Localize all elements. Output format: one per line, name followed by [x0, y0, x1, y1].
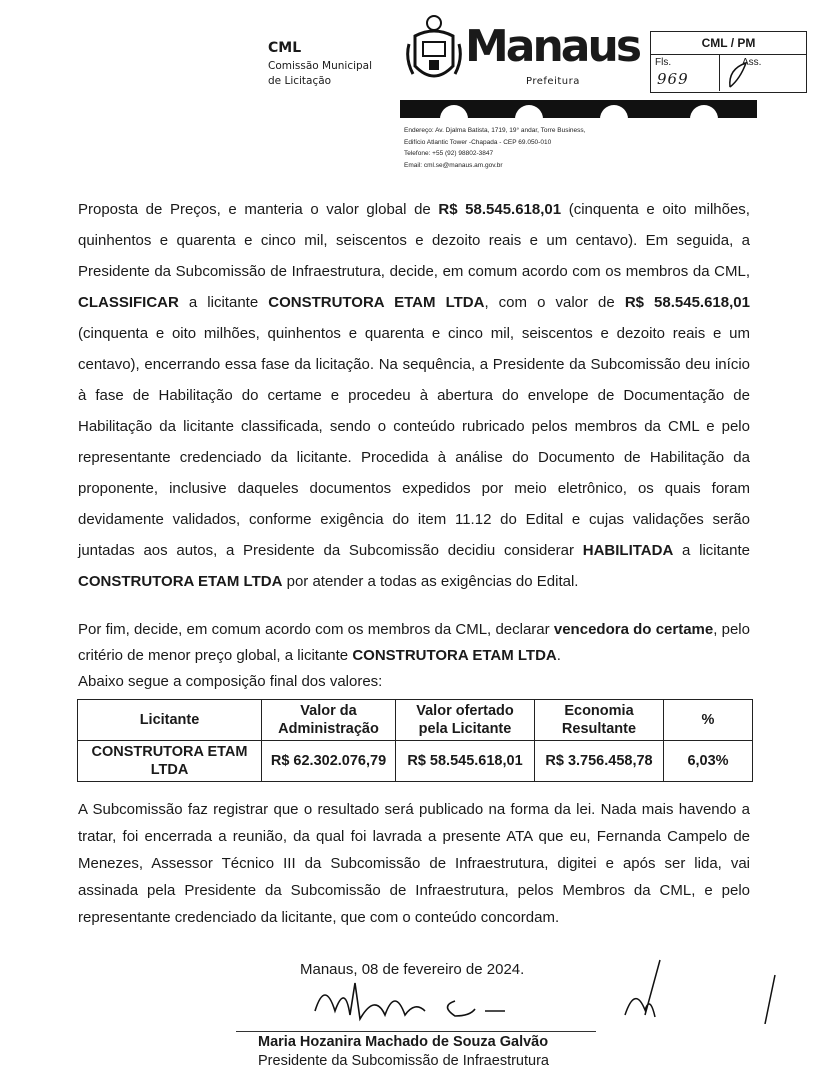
signature-icon: [305, 975, 515, 1029]
org-line1: Comissão Municipal: [268, 60, 373, 72]
logo-subtitle: Prefeitura: [526, 76, 580, 87]
text: .: [556, 647, 561, 664]
cell: R$ 3.756.458,78: [535, 741, 664, 782]
fls-label: Fls.: [655, 57, 672, 68]
text: a licitante: [178, 294, 269, 311]
org-line2: de Licitação: [268, 75, 332, 87]
amount: R$ 58.545.618,01: [624, 294, 750, 311]
emphasis: CLASSIFICAR: [78, 294, 179, 311]
date-line: Manaus, 08 de fevereiro de 2024.: [300, 961, 525, 978]
address-block: [404, 125, 585, 171]
text: por atender a todas as exigências do Edital.: [282, 573, 579, 590]
emphasis: HABILITADA: [582, 542, 674, 559]
page-stamp: [650, 31, 807, 93]
decorative-band: [400, 100, 757, 118]
signer-name: Maria Hozanira Machado de Souza Galvão: [258, 1034, 549, 1050]
paragraph-classification: [78, 194, 750, 597]
values-table: [77, 699, 753, 782]
column-header: Valor ofertado pela Licitante: [396, 700, 535, 741]
text: a licitante: [673, 542, 750, 559]
email-line: Email: cml.se@manaus.am.gov.br: [404, 161, 503, 169]
company-name: CONSTRUTORA ETAM LTDA: [268, 294, 485, 311]
signature-line: [236, 1031, 596, 1032]
manaus-logo: Manaus: [465, 21, 640, 72]
text: (cinquenta e oito milhões, quinhentos e quarenta e cinco mil, seiscentos e dezoito reais e um centavo). Em seguida, a Presidente da Subcomissão de Infraestrutura, decide, em comum acordo com os membros da CML,: [78, 201, 750, 280]
text: (cinquenta e oito milhões, quinhentos e quarenta e cinco mil, seiscentos e dezoito reais e um centavo), encerrando essa fase da licitação. Na sequência, a Presidente da Subcomissão deu início à fase de Habilitação do certame e procedeu à abertura do envelope de Documentação de Habilitação da licitante classificada, sendo o conteúdo rubricado pelos membros da CML e pelo representante credenciado da licitante. Procedida à análise do Documento de Habilitação da proponente, inclusive daqueles documentos expedidos por meio eletrônico, os quais foram devidamente validados, conforme exigência do item 11.12 do Edital e cujas validações serão juntadas aos autos, a Presidente da Subcomissão decidiu considerar: [78, 325, 750, 559]
paragraph-closing: A Subcomissão faz registrar que o resultado será publicado na forma da lei. Nada mais havendo a tratar, foi encerrada a reunião, da qual foi lavrada a presente ATA que eu, Fernanda Campelo de Menezes, Assessor Técnico III da Subcomissão de Infraestrutura, digitei e após ser lida, vai assinada pela Presidente da Subcomissão de Infraestrutura, pelos Membros da CML, e pelo representante credenciado da licitante, que com o conteúdo concordam.: [78, 801, 750, 926]
cell: R$ 58.545.618,01: [396, 741, 535, 782]
fls-value: 969: [657, 70, 689, 88]
emphasis: vencedora do certame: [553, 621, 714, 638]
column-header: Economia Resultante: [535, 700, 664, 741]
paragraph-winner: [78, 617, 750, 695]
ass-label: Ass.: [742, 57, 762, 68]
initials-mark-icon: [726, 59, 756, 89]
cell: R$ 62.302.076,79: [262, 741, 396, 782]
company-name: CONSTRUTORA ETAM LTDA: [78, 573, 283, 590]
table-header-row: [78, 700, 753, 741]
cell: CONSTRUTORA ETAM LTDA: [78, 741, 262, 782]
column-header: Licitante: [78, 700, 262, 741]
coat-of-arms-icon: [405, 14, 463, 90]
stamp-title: CML / PM: [651, 32, 806, 55]
text: , pelo critério de menor preço global, a licitante: [78, 621, 750, 664]
org-short: CML: [268, 40, 302, 56]
column-header: Valor da Administração: [262, 700, 396, 741]
text: Abaixo segue a composição final dos valores:: [78, 673, 383, 690]
text: Proposta de Preços, e manteria o valor global de: [78, 201, 439, 218]
cell: 6,03%: [664, 741, 753, 782]
signer-role: Presidente da Subcomissão de Infraestrutura: [258, 1053, 549, 1069]
text: Por fim, decide, em comum acordo com os membros da CML, declarar: [78, 621, 554, 638]
phone-line: Telefone: +55 (92) 98802-3847: [404, 150, 494, 157]
column-header: %: [664, 700, 753, 741]
address-line: Endereço: Av. Djalma Batista, 1719, 19° andar, Torre Business,: [404, 127, 586, 134]
margin-initials-icon: [615, 955, 795, 1024]
company-name: CONSTRUTORA ETAM LTDA: [352, 647, 557, 664]
amount: R$ 58.545.618,01: [438, 201, 562, 218]
address-line: Edifício Atlantic Tower -Chapada - CEP 69.050-010: [404, 138, 552, 146]
table-row: [78, 741, 753, 782]
document-body: [78, 194, 750, 1071]
org-block: [268, 40, 372, 89]
text: , com o valor de: [484, 294, 625, 311]
